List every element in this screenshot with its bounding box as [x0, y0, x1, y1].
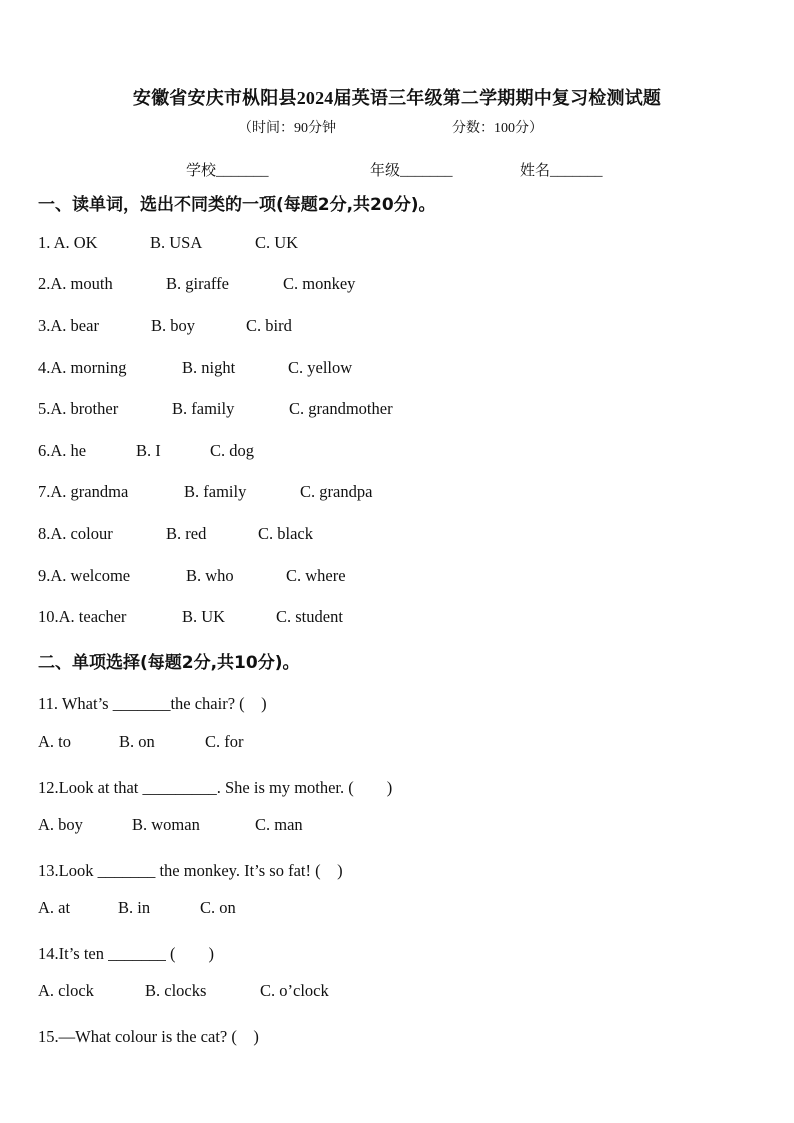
school-field: 学校_______	[186, 163, 269, 179]
q7-option-c: C. grandpa	[300, 482, 373, 501]
q3-option-a: 3.A. bear	[38, 316, 99, 335]
q8-option-a: 8.A. colour	[38, 524, 113, 543]
q9-option-a: 9.A. welcome	[38, 566, 131, 585]
q14-option-a: A. clock	[38, 981, 94, 1000]
exam-score: 分数：100分）	[452, 121, 543, 136]
question-14-stem: 14.It’s ten _______ ( )	[38, 944, 214, 963]
q13-option-c: C. on	[200, 898, 236, 917]
q14-option-b: B. clocks	[145, 981, 207, 1000]
q3-option-c: C. bird	[246, 316, 292, 335]
name-field: 姓名_______	[520, 163, 603, 179]
question-11-options	[38, 732, 244, 752]
section2-heading: 二、单项选择(每题2分,共10分)。	[38, 653, 300, 673]
question-14-options	[38, 981, 329, 1001]
q12-option-a: A. boy	[38, 815, 83, 834]
q9-option-b: B. who	[186, 566, 234, 585]
q12-option-b: B. woman	[132, 815, 200, 834]
question-3	[38, 316, 292, 336]
q6-option-b: B. I	[136, 441, 161, 460]
question-8	[38, 524, 313, 544]
q13-option-a: A. at	[38, 898, 71, 917]
q11-option-c: C. for	[205, 732, 244, 751]
q11-option-b: B. on	[119, 732, 155, 751]
q8-option-c: C. black	[258, 524, 313, 543]
question-12-options	[38, 815, 303, 835]
q2-option-c: C. monkey	[283, 274, 356, 293]
question-10	[38, 607, 343, 627]
q2-option-b: B. giraffe	[166, 274, 229, 293]
section1-heading: 一、读单词，选出不同类的一项(每题2分,共20分)。	[38, 195, 436, 215]
question-9	[38, 566, 346, 586]
q4-option-c: C. yellow	[288, 358, 353, 377]
q10-option-a: 10.A. teacher	[38, 607, 127, 626]
question-5	[38, 399, 393, 419]
exam-title: 安徽省安庆市枞阳县2024届英语三年级第二学期期中复习检测试题	[132, 88, 662, 108]
q7-option-a: 7.A. grandma	[38, 482, 129, 501]
question-13-stem: 13.Look _______ the monkey. It’s so fat! ( )	[38, 861, 343, 880]
q8-option-b: B. red	[166, 524, 207, 543]
q1-option-b: B. USA	[150, 233, 203, 252]
q2-option-a: 2.A. mouth	[38, 274, 113, 293]
question-6	[38, 441, 254, 461]
question-7	[38, 482, 372, 502]
q11-option-a: A. to	[38, 732, 71, 751]
exam-time: （时间：90分钟	[238, 121, 336, 136]
q4-option-b: B. night	[182, 358, 236, 377]
q7-option-b: B. family	[184, 482, 247, 501]
q5-option-c: C. grandmother	[289, 399, 393, 418]
q3-option-b: B. boy	[151, 316, 196, 335]
q6-option-c: C. dog	[210, 441, 255, 460]
q14-option-c: C. o’clock	[260, 981, 329, 1000]
q1-option-c: C. UK	[255, 233, 299, 252]
question-15-stem: 15.—What colour is the cat? ( )	[38, 1027, 259, 1046]
question-11-stem: 11. What’s _______the chair? ( )	[38, 694, 267, 713]
question-12-stem: 12.Look at that _________. She is my mother. ( )	[38, 778, 393, 797]
q1-option-a: 1. A. OK	[38, 233, 98, 252]
q10-option-c: C. student	[276, 607, 343, 626]
grade-field: 年级_______	[370, 163, 453, 179]
question-2	[38, 274, 355, 294]
q10-option-b: B. UK	[182, 607, 226, 626]
q6-option-a: 6.A. he	[38, 441, 87, 460]
q4-option-a: 4.A. morning	[38, 358, 127, 377]
q5-option-b: B. family	[172, 399, 235, 418]
q9-option-c: C. where	[286, 566, 346, 585]
question-13-options	[38, 898, 236, 918]
question-4	[38, 358, 352, 378]
question-1	[38, 233, 298, 253]
q13-option-b: B. in	[118, 898, 151, 917]
q5-option-a: 5.A. brother	[38, 399, 119, 418]
q12-option-c: C. man	[255, 815, 303, 834]
